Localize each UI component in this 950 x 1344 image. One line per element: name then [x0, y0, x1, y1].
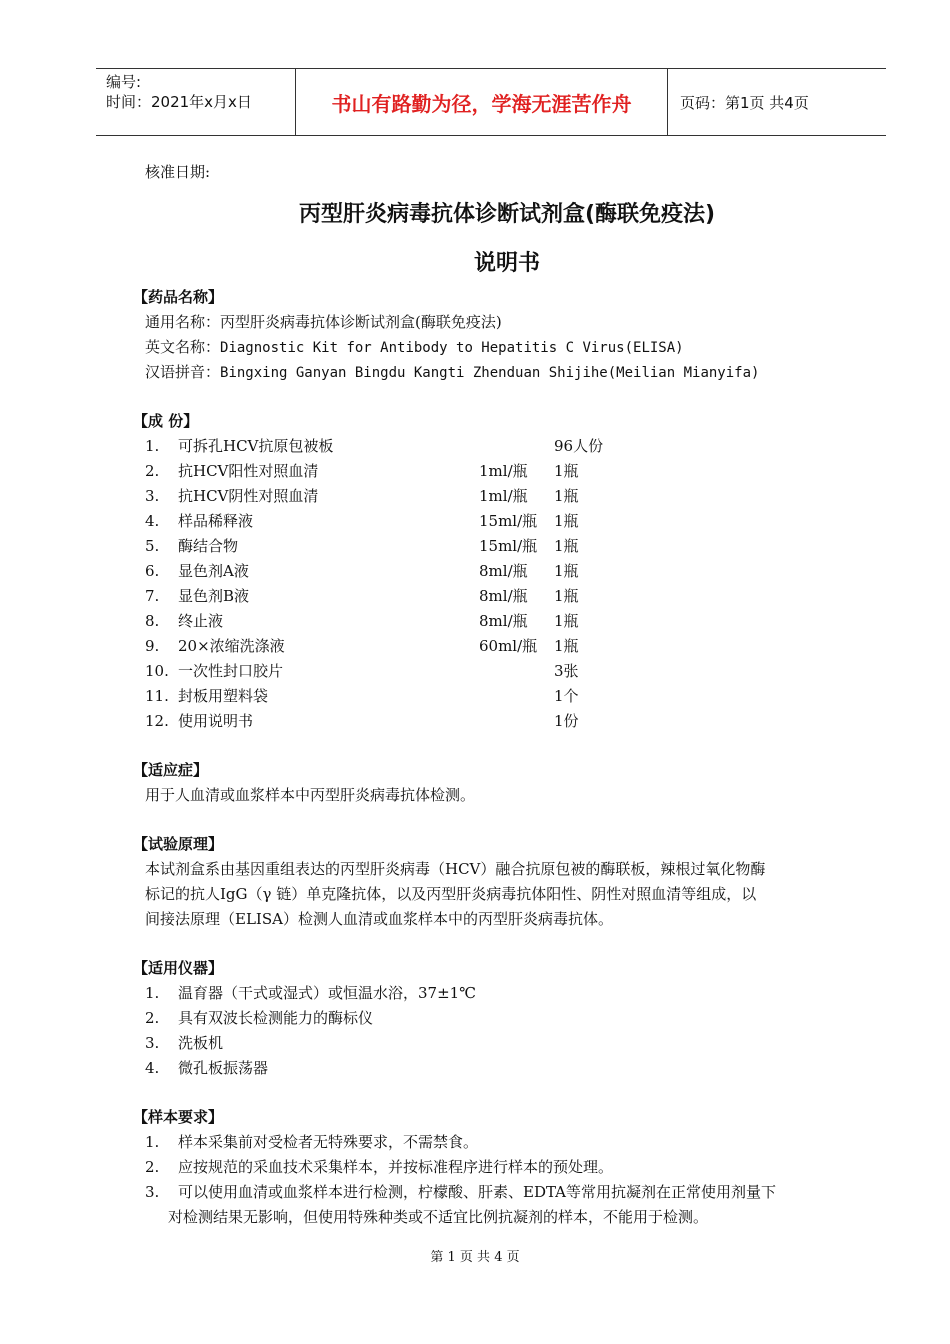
instrument-num: 1.	[145, 984, 160, 1002]
component-qty: 1瓶	[554, 487, 579, 505]
sample-num: 1.	[145, 1133, 160, 1151]
component-qty: 96人份	[554, 437, 604, 455]
component-spec: 8ml/瓶	[479, 612, 528, 630]
page-header	[96, 68, 886, 136]
sample-text-continued: 对检测结果无影响，但使用特殊种类或不适宜比例抗凝剂的样本，不能用于检测。	[168, 1208, 709, 1226]
document-subtitle: 说明书	[473, 251, 540, 276]
component-qty: 1份	[554, 712, 579, 730]
component-qty: 1个	[554, 687, 579, 705]
component-name: 终止液	[178, 612, 224, 630]
component-name: 显色剂A液	[178, 562, 249, 580]
component-name: 可拆孔HCV抗原包被板	[178, 437, 334, 455]
approval-date: 核准日期:	[145, 163, 211, 181]
component-spec: 15ml/瓶	[479, 512, 538, 530]
section-heading-instruments: 【适用仪器】	[133, 959, 224, 977]
component-qty: 1瓶	[554, 562, 579, 580]
component-spec: 1ml/瓶	[479, 462, 528, 480]
component-num: 7.	[145, 587, 160, 605]
component-name: 显色剂B液	[178, 587, 250, 605]
sample-text: 样本采集前对受检者无特殊要求，不需禁食。	[178, 1133, 479, 1151]
component-num: 1.	[145, 437, 160, 455]
component-spec: 8ml/瓶	[479, 562, 528, 580]
principle-line: 间接法原理（ELISA）检测人血清或血浆样本中的丙型肝炎病毒抗体。	[145, 910, 613, 928]
component-num: 10.	[145, 662, 169, 680]
header-motto-cell	[296, 69, 668, 135]
component-name: 使用说明书	[178, 712, 254, 730]
page-footer: 第 1 页 共 4 页	[430, 1250, 520, 1265]
principle-line: 标记的抗人IgG（γ 链）单克隆抗体，以及丙型肝炎病毒抗体阳性、阴性对照血清等组成，以	[145, 885, 757, 903]
instrument-text: 温育器（干式或湿式）或恒温水浴，37±1℃	[178, 984, 476, 1002]
instrument-num: 4.	[145, 1059, 160, 1077]
document-title: 丙型肝炎病毒抗体诊断试剂盒(酶联免疫法)	[298, 202, 716, 227]
sample-num: 3.	[145, 1183, 160, 1201]
instrument-text: 具有双波长检测能力的酶标仪	[178, 1009, 374, 1027]
english-name-row	[145, 337, 684, 358]
component-num: 12.	[145, 712, 169, 730]
indication-text: 用于人血清或血浆样本中丙型肝炎病毒抗体检测。	[145, 786, 476, 804]
component-num: 4.	[145, 512, 160, 530]
component-qty: 1瓶	[554, 587, 579, 605]
component-num: 8.	[145, 612, 160, 630]
component-name: 酶结合物	[178, 537, 239, 555]
component-num: 6.	[145, 562, 160, 580]
component-num: 2.	[145, 462, 160, 480]
component-spec: 60ml/瓶	[479, 637, 538, 655]
instrument-text: 微孔板振荡器	[178, 1059, 269, 1077]
component-qty: 3张	[554, 662, 579, 680]
motto: 书山有路勤为径，学海无涯苦作舟	[331, 91, 632, 116]
section-heading-principle: 【试验原理】	[133, 835, 224, 853]
component-name: 样品稀释液	[178, 512, 254, 530]
component-qty: 1瓶	[554, 512, 579, 530]
component-name: 抗HCV阳性对照血清	[178, 462, 319, 480]
component-name: 封板用塑料袋	[178, 687, 269, 705]
instrument-text: 洗板机	[178, 1034, 224, 1052]
sample-num: 2.	[145, 1158, 160, 1176]
document-number-label: 编号:	[106, 73, 142, 91]
component-qty: 1瓶	[554, 462, 579, 480]
header-page-cell	[668, 69, 886, 135]
sample-text: 应按规范的采血技术采集样本，并按标准程序进行样本的预处理。	[178, 1158, 614, 1176]
english-name-label: 英文名称：	[145, 338, 221, 356]
component-name: 抗HCV阴性对照血清	[178, 487, 319, 505]
component-qty: 1瓶	[554, 537, 579, 555]
sample-text: 可以使用血清或血浆样本进行检测，柠檬酸、肝素、EDTA等常用抗凝剂在正常使用剂量下	[178, 1183, 776, 1201]
component-name: 20×浓缩洗涤液	[178, 637, 285, 655]
component-spec: 1ml/瓶	[479, 487, 528, 505]
component-num: 3.	[145, 487, 160, 505]
english-name: Diagnostic Kit for Antibody to Hepatitis C Virus(ELISA)	[220, 340, 684, 356]
component-qty: 1瓶	[554, 637, 579, 655]
component-spec: 15ml/瓶	[479, 537, 538, 555]
component-spec: 8ml/瓶	[479, 587, 528, 605]
component-name: 一次性封口胶片	[178, 662, 284, 680]
component-num: 11.	[145, 687, 169, 705]
section-heading-drug-name: 【药品名称】	[133, 288, 224, 306]
common-name: 通用名称：丙型肝炎病毒抗体诊断试剂盒(酶联免疫法)	[145, 313, 502, 331]
pinyin-name: Bingxing Ganyan Bingdu Kangti Zhenduan Shijihe(Meilian Mianyifa)	[220, 365, 760, 381]
component-qty: 1瓶	[554, 612, 579, 630]
instrument-num: 2.	[145, 1009, 160, 1027]
pinyin-name-row	[145, 362, 759, 383]
principle-line: 本试剂盒系由基因重组表达的丙型肝炎病毒（HCV）融合抗原包被的酶联板，辣根过氧化物酶	[145, 860, 766, 878]
document-time: 时间：2021年x月x日	[106, 93, 252, 111]
section-heading-components: 【成 份】	[133, 412, 199, 430]
page-info: 页码：第1页 共4页	[680, 93, 809, 112]
instrument-num: 3.	[145, 1034, 160, 1052]
pinyin-name-label: 汉语拼音：	[145, 363, 221, 381]
section-heading-indication: 【适应症】	[133, 761, 209, 779]
header-meta	[96, 69, 296, 135]
section-heading-samples: 【样本要求】	[133, 1108, 224, 1126]
component-num: 9.	[145, 637, 160, 655]
component-num: 5.	[145, 537, 160, 555]
